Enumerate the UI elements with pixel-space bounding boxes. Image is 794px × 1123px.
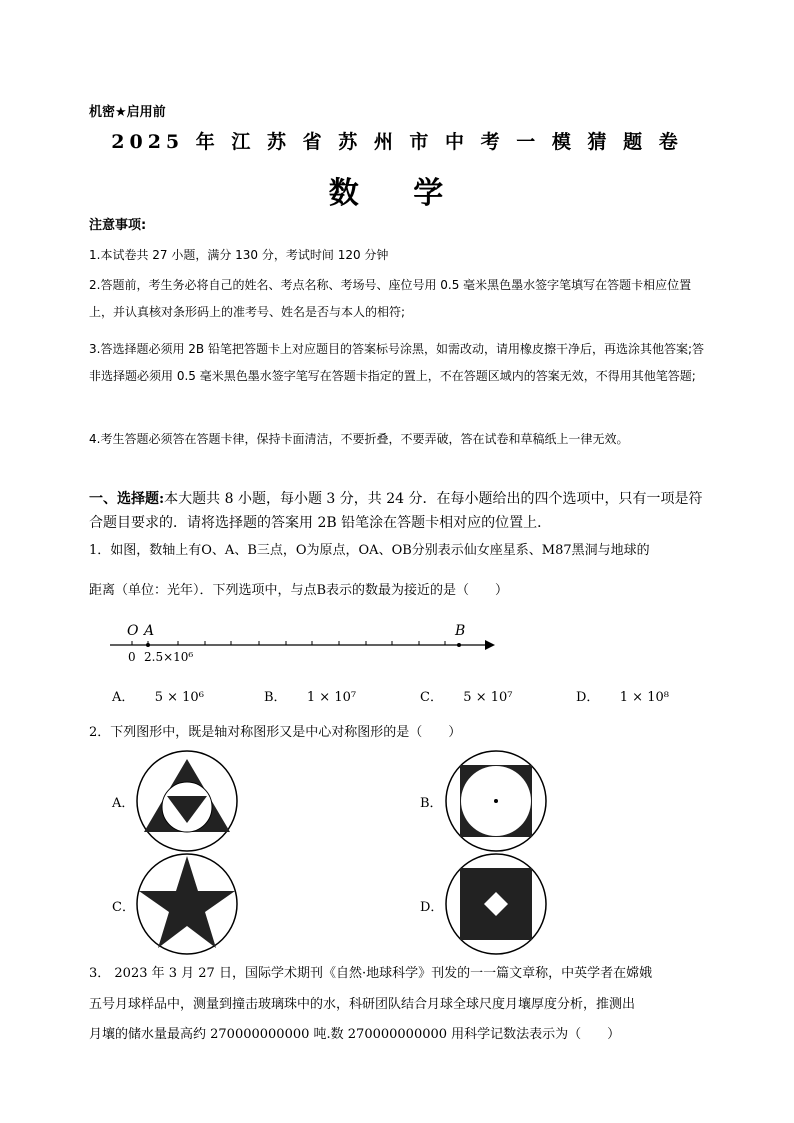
q2-label-b: B． bbox=[420, 796, 443, 811]
exam-title: 2025 年 江 苏 省 苏 州 市 中 考 一 模 猜 题 卷 bbox=[111, 131, 683, 153]
point-b bbox=[457, 643, 461, 647]
q3-line2: 五号月球样品中，测量到撞击玻璃珠中的水，科研团队结合月球全球尺度月壤厚度分析，推测出 bbox=[89, 997, 636, 1012]
q3-line3: 月壤的储水量最高约 270000000000 吨.数 270000000000 用科学记数法表示为（ ） bbox=[89, 1027, 621, 1042]
q2-label-c: C． bbox=[112, 900, 135, 915]
q3-line1: 3． 2023 年 3 月 27 日，国际学术期刊《自然·地球科学》刊发的一一篇文章称，中英学者在嫦娥 bbox=[89, 966, 653, 981]
q2-label-d: D． bbox=[420, 900, 444, 915]
q1-option-c: C． 5 × 10⁷ bbox=[420, 690, 513, 705]
label-a: A bbox=[144, 623, 155, 639]
figure-a-triangle-circle bbox=[135, 749, 239, 853]
label-zero: 0 bbox=[128, 650, 136, 664]
q1-line2: 距离（单位：光年）．下列选项中，与点B表示的数最为接近的是（ ） bbox=[89, 583, 509, 598]
subject-title: 数 学 bbox=[328, 176, 466, 211]
notes-heading: 注意事项: bbox=[89, 218, 147, 233]
note-4: 4.考生答题必须答在答题卡律，保持卡面清洁，不要折叠，不要弄破，答在试卷和草稿纸上一律无效。 bbox=[89, 432, 629, 446]
point-a bbox=[146, 643, 150, 647]
note-3: 3.答选择题必须用 2B 铅笔把答题卡上对应题目的答案标号涂黑，如需改动，请用橡皮擦干净后，再选涂其他答案;答非选择题必须用 0.5 毫米黑色墨水签字笔写在答题卡指定的置上，不在答题区域内的答案无效，不得用其他笔答题; bbox=[89, 342, 704, 383]
section-text: 本大题共 8 小题，每小题 3 分，共 24 分．在每小题给出的四个选项中，只有一项是符合题目要求的．请将选择题的答案用 2B 铅笔涂在答题卡相对应的位置上． bbox=[89, 491, 703, 531]
note-1: 1.本试卷共 27 小题，满分 130 分，考试时间 120 分钟 bbox=[89, 248, 389, 262]
label-a-value: 2.5×10⁶ bbox=[144, 650, 194, 664]
figure-d-square-diamond bbox=[444, 852, 548, 956]
number-line-figure bbox=[100, 618, 500, 668]
q2-label-a: A． bbox=[112, 796, 135, 811]
figure-b-square-circle bbox=[444, 749, 548, 853]
figure-c-star-circle bbox=[135, 852, 239, 956]
q1-option-a: A． 5 × 10⁶ bbox=[112, 690, 204, 705]
note-2: 2.答题前，考生务必将自己的姓名、考点名称、考场号、座位号用 0.5 毫米黑色墨水签字笔填写在答题卡相应位置上，并认真核对条形码上的准考号、姓名是否与本人的相符; bbox=[89, 278, 692, 319]
section-choice-intro bbox=[89, 487, 709, 535]
q2-text: 2．下列图形中，既是轴对称图形又是中心对称图形的是（ ） bbox=[89, 725, 462, 740]
section-heading: 一、选择题: bbox=[89, 491, 165, 507]
axis-arrow-icon bbox=[485, 640, 495, 650]
q1-option-b: B． 1 × 10⁷ bbox=[264, 690, 357, 705]
label-b: B bbox=[455, 623, 466, 639]
confidential-label: 机密★启用前 bbox=[89, 105, 166, 120]
q1-option-d: D． 1 × 10⁸ bbox=[576, 690, 669, 705]
q1-line1: 1．如图，数轴上有O、A、B三点，O为原点，OA、OB分别表示仙女座星系、M87黑洞与地球的 bbox=[89, 543, 650, 558]
label-o: O bbox=[127, 623, 139, 639]
